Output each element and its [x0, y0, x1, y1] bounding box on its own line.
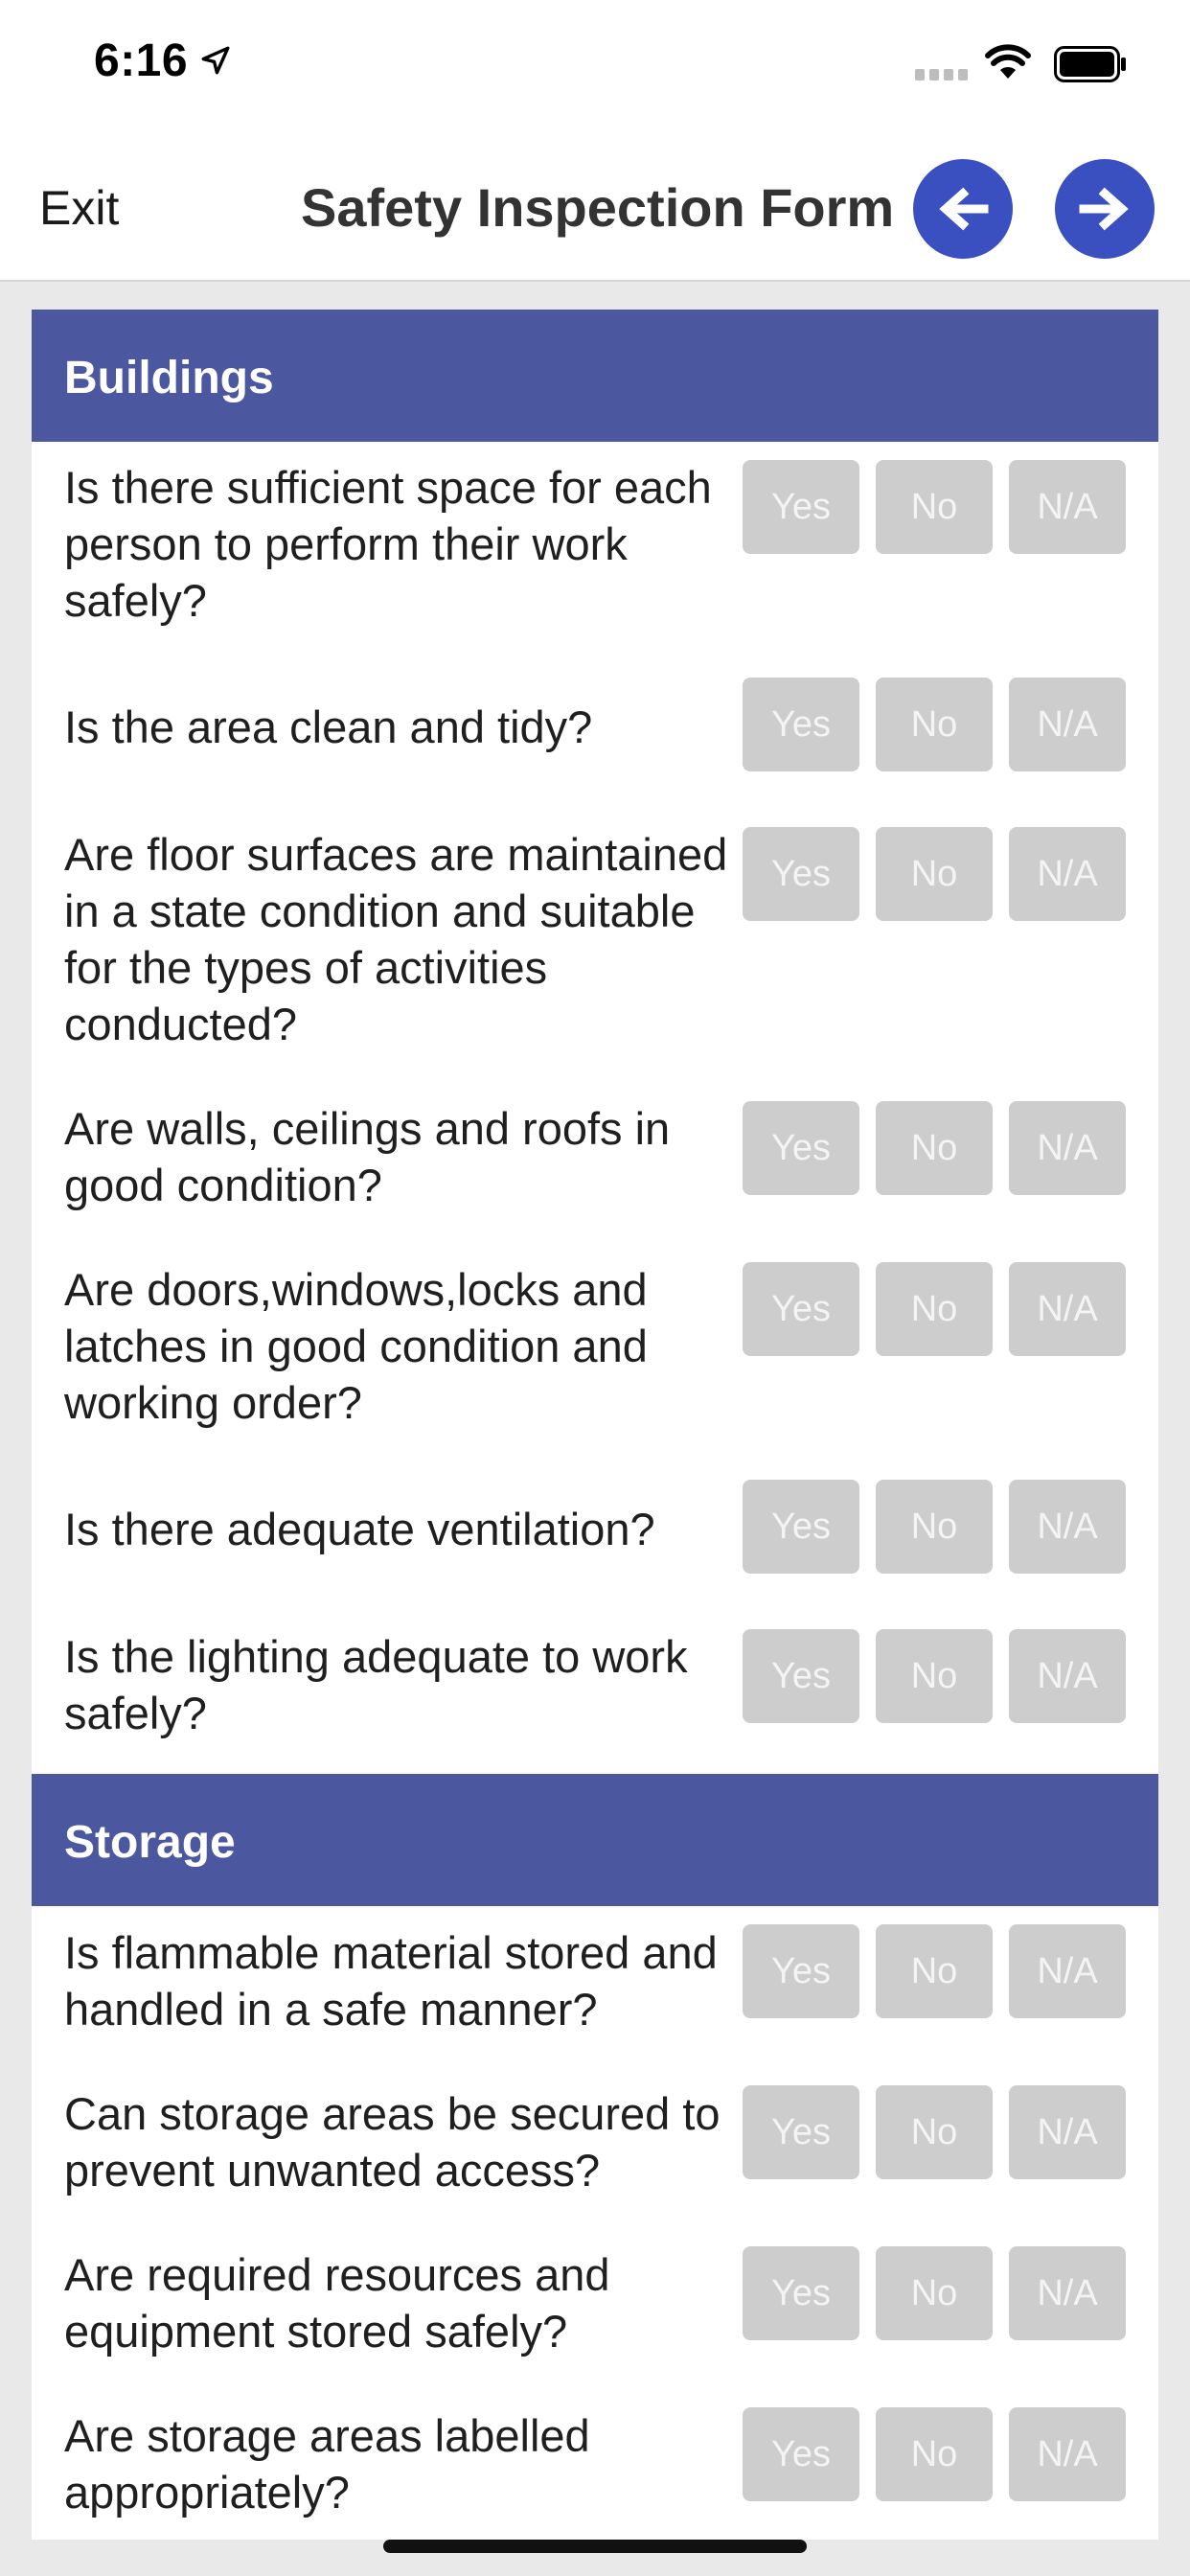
na-button[interactable]: N/A	[1009, 2085, 1126, 2179]
na-button[interactable]: N/A	[1009, 827, 1126, 921]
yes-button[interactable]: Yes	[743, 1480, 859, 1574]
na-button[interactable]: N/A	[1009, 2407, 1126, 2501]
yes-button[interactable]: Yes	[743, 678, 859, 771]
question-text: Are floor surfaces are maintained in a state condition and suitable for the types of activities conducted?	[64, 829, 728, 1049]
yes-button[interactable]: Yes	[743, 1262, 859, 1356]
section-title: Buildings	[64, 353, 274, 403]
arrow-right-icon	[1076, 180, 1133, 238]
no-button[interactable]: No	[876, 2246, 993, 2340]
section-header-buildings	[32, 310, 1158, 442]
question-text: Is the lighting adequate to work safely?	[64, 1631, 688, 1738]
question-text: Is flammable material stored and handled in a safe manner?	[64, 1927, 718, 2035]
no-button[interactable]: No	[876, 460, 993, 554]
yes-button[interactable]: Yes	[743, 1101, 859, 1195]
exit-button[interactable]: Exit	[39, 181, 120, 235]
no-button[interactable]: No	[876, 827, 993, 921]
na-button[interactable]: N/A	[1009, 1101, 1126, 1195]
na-button[interactable]: N/A	[1009, 678, 1126, 771]
yes-button[interactable]: Yes	[743, 1629, 859, 1723]
nav-bar	[0, 134, 1190, 282]
na-button[interactable]: N/A	[1009, 1629, 1126, 1723]
status-time: 6:16	[94, 35, 189, 86]
cellular-signal-icon	[915, 69, 969, 80]
no-button[interactable]: No	[876, 2407, 993, 2501]
question-text: Can storage areas be secured to prevent unwanted access?	[64, 2088, 721, 2196]
yes-button[interactable]: Yes	[743, 827, 859, 921]
question-text: Is the area clean and tidy?	[64, 702, 593, 752]
back-button[interactable]	[913, 159, 1013, 259]
question-text: Is there sufficient space for each person to perform their work safely?	[64, 462, 712, 626]
question-text: Are walls, ceilings and roofs in good condition?	[64, 1103, 671, 1210]
status-bar	[0, 0, 1190, 134]
battery-icon	[1054, 46, 1127, 82]
question-text: Are required resources and equipment stored safely?	[64, 2249, 610, 2357]
na-button[interactable]: N/A	[1009, 1262, 1126, 1356]
no-button[interactable]: No	[876, 1629, 993, 1723]
home-indicator	[383, 2540, 807, 2553]
no-button[interactable]: No	[876, 678, 993, 771]
yes-button[interactable]: Yes	[743, 2246, 859, 2340]
form-card	[32, 310, 1158, 2540]
no-button[interactable]: No	[876, 1924, 993, 2018]
wifi-icon	[985, 44, 1031, 80]
page-title: Safety Inspection Form	[301, 177, 895, 238]
no-button[interactable]: No	[876, 1101, 993, 1195]
arrow-left-icon	[934, 180, 992, 238]
yes-button[interactable]: Yes	[743, 1924, 859, 2018]
no-button[interactable]: No	[876, 1262, 993, 1356]
yes-button[interactable]: Yes	[743, 2085, 859, 2179]
question-text: Are doors,windows,locks and latches in good condition and working order?	[64, 1264, 648, 1428]
yes-button[interactable]: Yes	[743, 2407, 859, 2501]
yes-button[interactable]: Yes	[743, 460, 859, 554]
no-button[interactable]: No	[876, 1480, 993, 1574]
no-button[interactable]: No	[876, 2085, 993, 2179]
na-button[interactable]: N/A	[1009, 1480, 1126, 1574]
next-button[interactable]	[1055, 159, 1155, 259]
na-button[interactable]: N/A	[1009, 1924, 1126, 2018]
question-text: Is there adequate ventilation?	[64, 1504, 655, 1554]
question-text: Are storage areas labelled appropriately?	[64, 2410, 590, 2518]
na-button[interactable]: N/A	[1009, 2246, 1126, 2340]
section-title: Storage	[64, 1817, 236, 1868]
section-header-storage	[32, 1774, 1158, 1906]
na-button[interactable]: N/A	[1009, 460, 1126, 554]
location-arrow-icon	[199, 44, 232, 77]
